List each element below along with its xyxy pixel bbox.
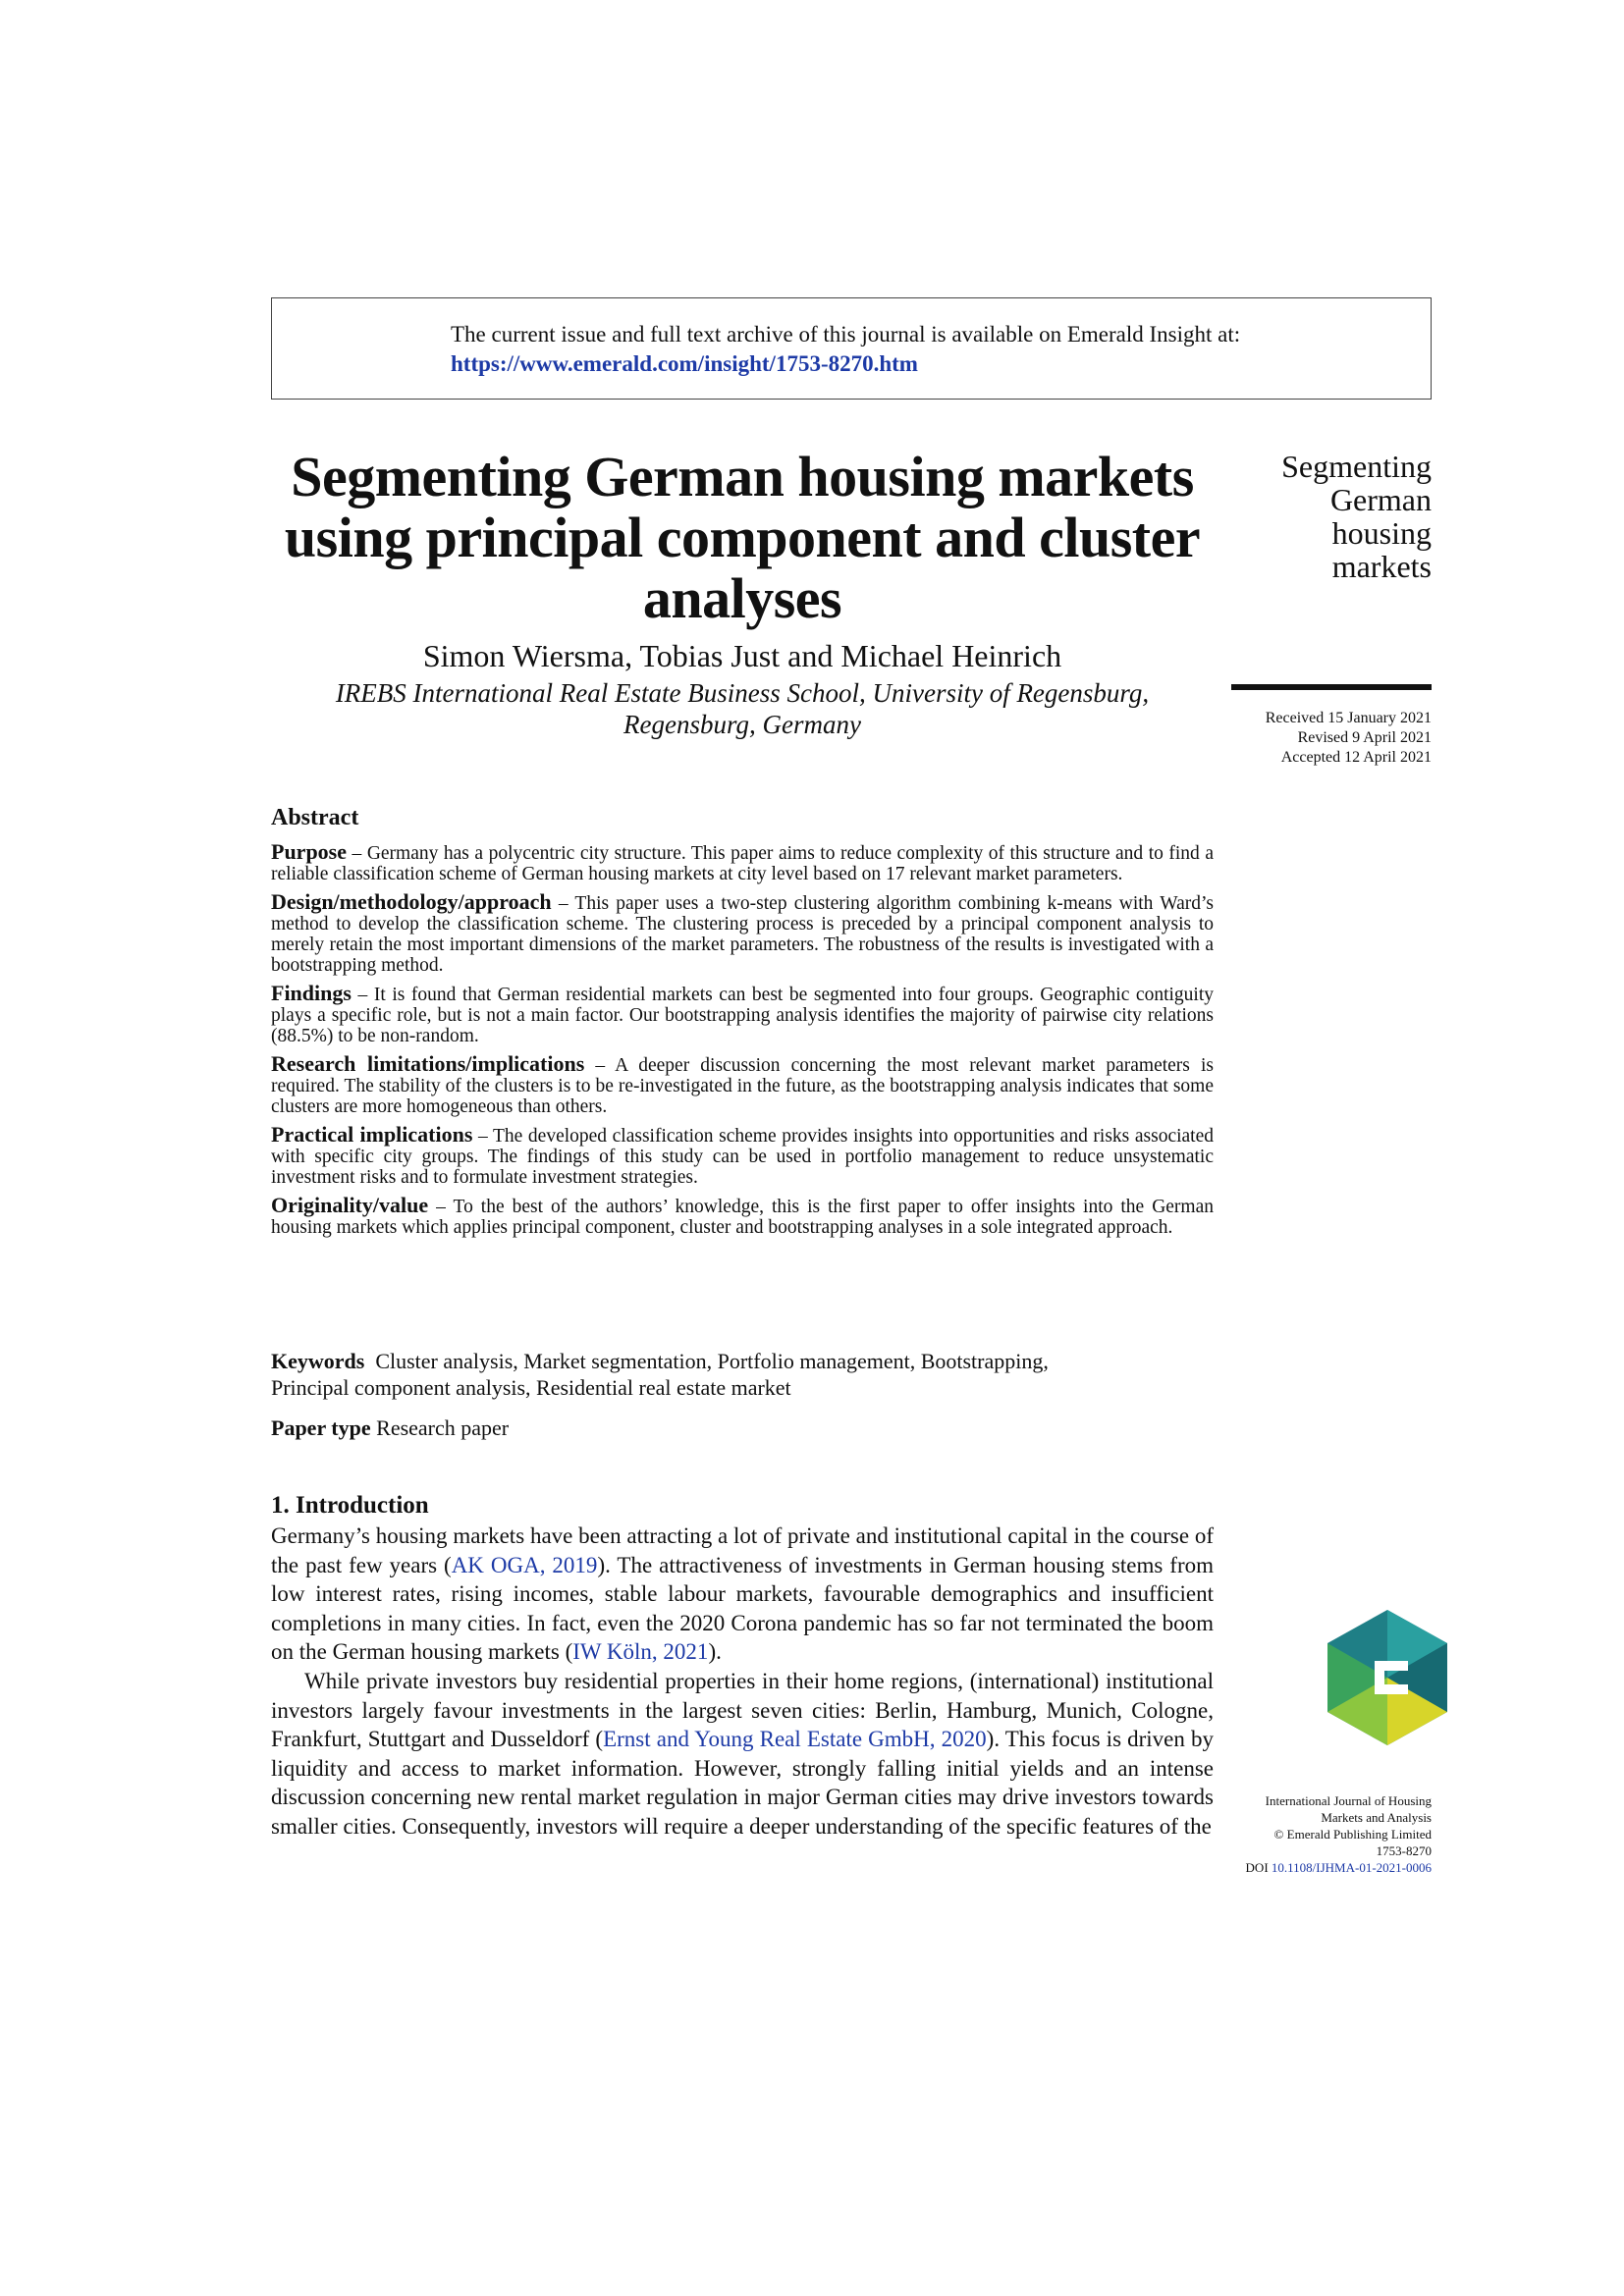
paragraph-text: ). This focus is driven by liquidity and access to market information. However, strongly falling initial yields and an intense discussion concerning new rental market regulation in major German cities may drive investors towards smaller cities. Consequently, investors will require a deeper understanding of the specific features of the: [271, 1727, 1214, 1839]
paragraph: [271, 1667, 1214, 1842]
abstract-purpose: [271, 841, 1214, 884]
abstract-text: – It is found that German residential markets can best be segmented into four groups. Geographic contiguity plays a specific role, but is not a main factor. Our bootstrapping analysis identifies the majority of pairwise city relations (88.5%) to be non-random.: [271, 985, 1214, 1046]
abstract-text: – To the best of the authors’ knowledge, this is the first paper to offer insights into the German housing markets which applies principal component, cluster and bootstrapping analyses in a sole integrated approach.: [271, 1197, 1214, 1238]
emerald-logo-icon: [1327, 1610, 1447, 1745]
citation-link[interactable]: Ernst and Young Real Estate GmbH, 2020: [603, 1727, 987, 1752]
running-head-line: markets: [1331, 549, 1432, 584]
running-head-line: housing: [1331, 515, 1432, 551]
keywords: [271, 1348, 1214, 1401]
running-head: [1231, 450, 1432, 583]
citation-link[interactable]: IW Köln, 2021: [572, 1639, 709, 1665]
article-authors: Simon Wiersma, Tobias Just and Michael Heinrich: [422, 638, 1062, 673]
abstract-label: Research limitations/implications: [271, 1051, 585, 1076]
affiliation-line: IREBS International Real Estate Business School, University of Regensburg,: [335, 678, 1150, 708]
archive-notice-line: The current issue and full text archive of this journal is available on Emerald Insight at:: [451, 322, 1241, 347]
author-affiliation: [271, 677, 1214, 740]
abstract-heading: Abstract: [271, 805, 359, 830]
revised-date: Revised 9 April 2021: [1297, 729, 1432, 746]
journal-info: [1192, 1792, 1432, 1876]
paper-type-value: Research paper: [376, 1415, 510, 1440]
abstract-label: Purpose: [271, 839, 347, 864]
abstract-text: – This paper uses a two-step clustering algorithm combining k-means with Ward’s method to develop the classification scheme. The clustering process is preceded by a principal component analysis to merely retain the most important dimensions of the market parameters. The robustness of the results is investigated with a bootstrapping method.: [271, 893, 1214, 976]
abstract-text: – The developed classification scheme provides insights into opportunities and risks associated with specific city groups. The findings of this study can be used in portfolio management to reduce unsystematic investment risks and to formulate investment strategies.: [271, 1126, 1214, 1188]
paragraph-text: ).: [708, 1639, 722, 1665]
running-head-line: German: [1329, 482, 1432, 517]
keywords-list: Principal component analysis, Residential real estate market: [271, 1375, 791, 1400]
running-head-line: Segmenting: [1281, 449, 1432, 484]
abstract-text: – A deeper discussion concerning the most relevant market parameters is required. The stability of the clusters is to be re-investigated in the future, as the bootstrapping analysis indicates that some clusters are more homogeneous than others.: [271, 1055, 1214, 1117]
paper-type-label: Paper type: [271, 1415, 371, 1440]
keywords-label: Keywords: [271, 1349, 365, 1373]
abstract-label: Findings: [271, 981, 352, 1005]
abstract-text: – Germany has a polycentric city structure. This paper aims to reduce complexity of this structure and to find a reliable classification scheme of German housing markets at city level based on 17 relevant market parameters.: [271, 843, 1214, 884]
paper-type: [271, 1415, 1214, 1441]
paragraph-text: Germany’s housing markets have been attracting a lot of private and institutional capital in the course of the past few years (: [271, 1523, 1214, 1577]
margin-divider: [1231, 684, 1432, 690]
journal-name: International Journal of Housing: [1265, 1793, 1432, 1808]
journal-archive-link[interactable]: https://www.emerald.com/insight/1753-8270.htm: [451, 351, 918, 376]
article-title: Segmenting German housing markets using principal component and cluster analyses: [284, 445, 1201, 630]
journal-name: Markets and Analysis: [1321, 1810, 1432, 1825]
article-history-dates: [1192, 709, 1432, 768]
archive-notice-text: [451, 320, 1240, 379]
abstract-label: Design/methodology/approach: [271, 889, 552, 914]
accepted-date: Accepted 12 April 2021: [1280, 749, 1432, 766]
keywords-list: Cluster analysis, Market segmentation, Portfolio management, Bootstrapping,: [375, 1349, 1049, 1373]
doi-link[interactable]: 10.1108/IJHMA-01-2021-0006: [1271, 1860, 1432, 1875]
archive-notice-box: [271, 297, 1432, 400]
paragraph-text: While private investors buy residential properties in their home regions, (international) institutional investors largely favour investments in the largest seven cities: Berlin, Hamburg, Munich, Cologne, Frankfurt, Stuttgart and Dusseldorf (: [271, 1668, 1214, 1752]
citation-link[interactable]: AK OGA, 2019: [451, 1552, 598, 1577]
introduction-body: [271, 1522, 1214, 1842]
issn: 1753-8270: [1376, 1843, 1432, 1858]
section-heading: 1. Introduction: [271, 1492, 429, 1519]
abstract-practical: [271, 1124, 1214, 1188]
paragraph: [271, 1522, 1214, 1667]
abstract-label: Practical implications: [271, 1122, 473, 1147]
affiliation-line: Regensburg, Germany: [623, 710, 861, 739]
received-date: Received 15 January 2021: [1265, 710, 1432, 726]
publisher: © Emerald Publishing Limited: [1273, 1827, 1432, 1842]
abstract-originality: [271, 1195, 1214, 1238]
abstract-label: Originality/value: [271, 1193, 429, 1217]
paragraph-text: ). The attractiveness of investments in German housing stems from low interest rates, rising incomes, stable labour markets, favourable demographics and insufficient completions in many cities. In fact, even the 2020 Corona pandemic has so far not terminated the boom on the German housing markets (: [271, 1552, 1215, 1665]
doi-label: DOI: [1245, 1860, 1269, 1875]
abstract-findings: [271, 983, 1214, 1046]
abstract-limitations: [271, 1053, 1214, 1117]
abstract-design: [271, 891, 1214, 976]
abstract-body: [271, 841, 1214, 1245]
